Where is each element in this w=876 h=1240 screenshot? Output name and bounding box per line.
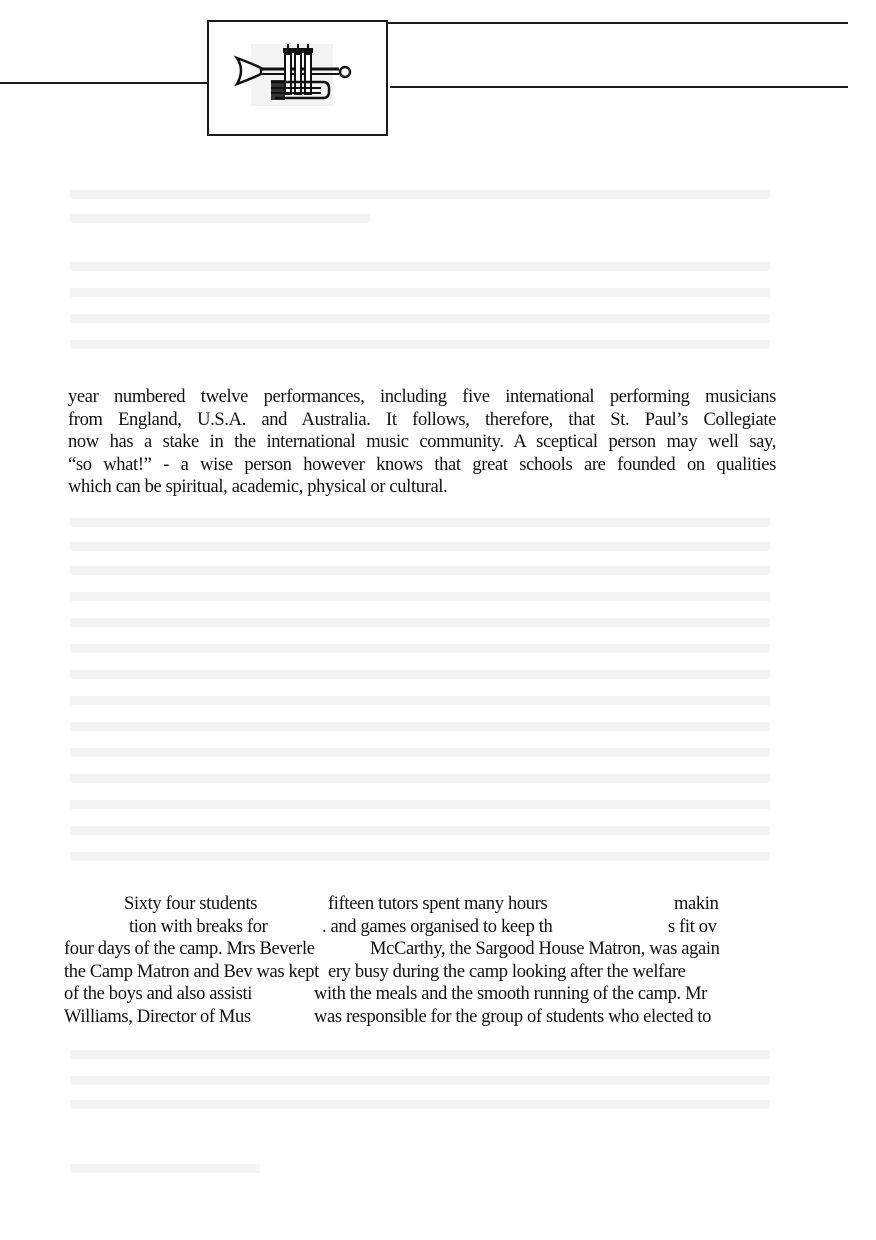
bleed-through-line <box>70 670 770 679</box>
bleed-through-line <box>70 644 770 653</box>
trumpet-icon <box>231 36 367 116</box>
bleed-through-line <box>70 748 770 757</box>
text-fragment: Sixty four students <box>124 894 258 914</box>
text-fragment: was responsible for the group of students who elected to <box>314 1007 712 1027</box>
bleed-through-line <box>70 774 770 783</box>
text-fragment: makin <box>674 894 719 914</box>
body-paragraph-performances <box>68 386 776 499</box>
bleed-through-line <box>70 542 770 551</box>
bleed-through-line <box>70 340 770 349</box>
bleed-through-line <box>70 566 770 575</box>
header-rule-top <box>388 22 848 24</box>
text-fragment: McCarthy, the Sargood House Matron, was again <box>370 939 720 960</box>
bleed-through-line <box>70 1050 770 1059</box>
bleed-through-line <box>70 826 770 835</box>
text-line: “so what!” - a wise person however knows that great schools are founded on qualities <box>68 454 776 475</box>
bleed-through-line <box>70 1100 770 1109</box>
text-fragment: tion with breaks for <box>129 916 268 937</box>
text-fragment: with the meals and the smooth running of the camp. Mr <box>314 984 707 1005</box>
text-fragment: four days of the camp. Mrs Beverle <box>64 939 315 960</box>
bleed-through-line <box>70 518 770 527</box>
text-line: from England, U.S.A. and Australia. It follows, therefore, that St. Paul’s Collegiate <box>68 409 776 430</box>
bleed-through-line <box>70 214 370 223</box>
text-fragment: ery busy during the camp looking after the welfare <box>328 961 686 982</box>
bleed-through-line <box>70 852 770 861</box>
text-fragment: the Camp Matron and Bev was kept <box>64 961 319 982</box>
bleed-through-line <box>70 722 770 731</box>
bleed-through-line <box>70 618 770 627</box>
bleed-through-line <box>70 1076 770 1085</box>
header-rule-right <box>390 86 848 88</box>
text-fragment: of the boys and also assisti <box>64 984 253 1005</box>
text-fragment: fifteen tutors spent many hours <box>328 894 548 914</box>
bleed-through-line <box>70 314 770 323</box>
bleed-through-line <box>70 190 770 199</box>
bleed-through-line <box>70 262 770 271</box>
bleed-through-line <box>70 592 770 601</box>
bleed-through-line <box>70 800 770 809</box>
bleed-through-line <box>70 288 770 297</box>
text-line: year numbered twelve performances, including five international performing musicians <box>68 387 776 407</box>
text-line: which can be spiritual, academic, physical or cultural. <box>68 477 448 498</box>
header-rule-left <box>0 82 208 84</box>
bleed-through-line <box>70 696 770 705</box>
text-fragment: s fit ov <box>668 916 717 937</box>
text-fragment: . and games organised to keep th <box>322 916 553 937</box>
header-emblem-box <box>207 20 388 136</box>
text-fragment: Williams, Director of Mus <box>64 1007 251 1027</box>
text-line: now has a stake in the international music community. A sceptical person may well say, <box>68 432 776 453</box>
bleed-through-line <box>70 1164 260 1173</box>
